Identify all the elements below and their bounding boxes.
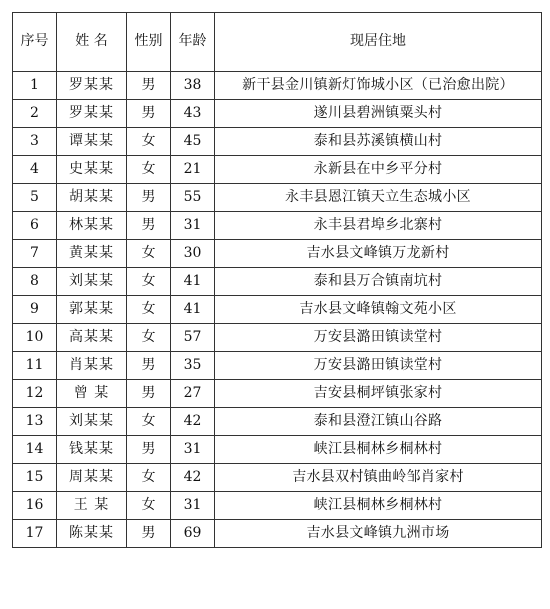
cell-address: 万安县潞田镇读堂村 xyxy=(215,324,542,352)
header-index: 序号 xyxy=(13,13,57,72)
table-row xyxy=(13,100,542,128)
cell-index: 13 xyxy=(13,408,57,436)
cell-address: 万安县潞田镇读堂村 xyxy=(215,352,542,380)
table-row xyxy=(13,492,542,520)
cell-index: 2 xyxy=(13,100,57,128)
table-row xyxy=(13,352,542,380)
cell-address: 永丰县君埠乡北寨村 xyxy=(215,212,542,240)
cell-index: 8 xyxy=(13,268,57,296)
cell-age: 42 xyxy=(171,408,215,436)
cell-gender: 女 xyxy=(127,128,171,156)
cell-address: 泰和县万合镇南坑村 xyxy=(215,268,542,296)
table-row xyxy=(13,324,542,352)
cell-age: 21 xyxy=(171,156,215,184)
cell-name: 罗某某 xyxy=(57,100,127,128)
cell-index: 10 xyxy=(13,324,57,352)
cell-index: 1 xyxy=(13,72,57,100)
cell-index: 4 xyxy=(13,156,57,184)
cell-gender: 男 xyxy=(127,184,171,212)
cell-gender: 女 xyxy=(127,492,171,520)
patient-table xyxy=(12,12,542,548)
table-row xyxy=(13,436,542,464)
cell-name: 林某某 xyxy=(57,212,127,240)
cell-index: 12 xyxy=(13,380,57,408)
cell-age: 38 xyxy=(171,72,215,100)
cell-name: 罗某某 xyxy=(57,72,127,100)
cell-index: 15 xyxy=(13,464,57,492)
cell-name: 史某某 xyxy=(57,156,127,184)
cell-address: 吉水县双村镇曲岭邹肖家村 xyxy=(215,464,542,492)
cell-gender: 女 xyxy=(127,408,171,436)
cell-address: 峡江县桐林乡桐林村 xyxy=(215,436,542,464)
cell-gender: 男 xyxy=(127,352,171,380)
cell-age: 31 xyxy=(171,212,215,240)
cell-name: 郭某某 xyxy=(57,296,127,324)
table-row xyxy=(13,240,542,268)
cell-index: 16 xyxy=(13,492,57,520)
cell-age: 57 xyxy=(171,324,215,352)
cell-address: 峡江县桐林乡桐林村 xyxy=(215,492,542,520)
cell-gender: 女 xyxy=(127,156,171,184)
cell-index: 9 xyxy=(13,296,57,324)
cell-address: 吉水县文峰镇万龙新村 xyxy=(215,240,542,268)
table-row xyxy=(13,380,542,408)
table-row xyxy=(13,72,542,100)
cell-age: 41 xyxy=(171,268,215,296)
header-age: 年龄 xyxy=(171,13,215,72)
table-body xyxy=(13,72,542,548)
cell-name: 胡某某 xyxy=(57,184,127,212)
cell-gender: 男 xyxy=(127,520,171,548)
cell-name: 钱某某 xyxy=(57,436,127,464)
cell-gender: 男 xyxy=(127,436,171,464)
header-gender: 性别 xyxy=(127,13,171,72)
cell-gender: 男 xyxy=(127,212,171,240)
cell-index: 6 xyxy=(13,212,57,240)
cell-gender: 女 xyxy=(127,324,171,352)
cell-gender: 女 xyxy=(127,268,171,296)
table-row xyxy=(13,408,542,436)
cell-name: 王 某 xyxy=(57,492,127,520)
cell-name: 周某某 xyxy=(57,464,127,492)
cell-age: 45 xyxy=(171,128,215,156)
table-header xyxy=(13,13,542,72)
table-row xyxy=(13,156,542,184)
cell-age: 43 xyxy=(171,100,215,128)
cell-index: 11 xyxy=(13,352,57,380)
cell-gender: 男 xyxy=(127,72,171,100)
cell-age: 69 xyxy=(171,520,215,548)
cell-age: 35 xyxy=(171,352,215,380)
table-row xyxy=(13,520,542,548)
table-row xyxy=(13,128,542,156)
cell-gender: 女 xyxy=(127,464,171,492)
cell-gender: 男 xyxy=(127,380,171,408)
cell-name: 谭某某 xyxy=(57,128,127,156)
cell-address: 遂川县碧洲镇粟头村 xyxy=(215,100,542,128)
table-row xyxy=(13,296,542,324)
cell-gender: 女 xyxy=(127,296,171,324)
cell-address: 泰和县苏溪镇横山村 xyxy=(215,128,542,156)
cell-age: 30 xyxy=(171,240,215,268)
table-row xyxy=(13,184,542,212)
cell-name: 陈某某 xyxy=(57,520,127,548)
cell-name: 肖某某 xyxy=(57,352,127,380)
table-row xyxy=(13,464,542,492)
cell-age: 31 xyxy=(171,492,215,520)
header-name: 姓 名 xyxy=(57,13,127,72)
cell-address: 永丰县恩江镇天立生态城小区 xyxy=(215,184,542,212)
cell-name: 刘某某 xyxy=(57,408,127,436)
table-row xyxy=(13,212,542,240)
cell-address: 泰和县澄江镇山谷路 xyxy=(215,408,542,436)
cell-address: 吉水县文峰镇翰文苑小区 xyxy=(215,296,542,324)
header-address: 现居住地 xyxy=(215,13,542,72)
cell-address: 新干县金川镇新灯饰城小区（已治愈出院） xyxy=(215,72,542,100)
cell-age: 31 xyxy=(171,436,215,464)
cell-address: 吉安县桐坪镇张家村 xyxy=(215,380,542,408)
cell-name: 高某某 xyxy=(57,324,127,352)
cell-index: 17 xyxy=(13,520,57,548)
cell-age: 42 xyxy=(171,464,215,492)
header-row xyxy=(13,13,542,72)
cell-address: 永新县在中乡平分村 xyxy=(215,156,542,184)
cell-index: 7 xyxy=(13,240,57,268)
cell-index: 3 xyxy=(13,128,57,156)
cell-address: 吉水县文峰镇九洲市场 xyxy=(215,520,542,548)
cell-gender: 女 xyxy=(127,240,171,268)
table-row xyxy=(13,268,542,296)
cell-gender: 男 xyxy=(127,100,171,128)
cell-name: 黄某某 xyxy=(57,240,127,268)
cell-index: 5 xyxy=(13,184,57,212)
cell-age: 55 xyxy=(171,184,215,212)
cell-age: 41 xyxy=(171,296,215,324)
cell-name: 刘某某 xyxy=(57,268,127,296)
cell-index: 14 xyxy=(13,436,57,464)
cell-age: 27 xyxy=(171,380,215,408)
cell-name: 曾 某 xyxy=(57,380,127,408)
